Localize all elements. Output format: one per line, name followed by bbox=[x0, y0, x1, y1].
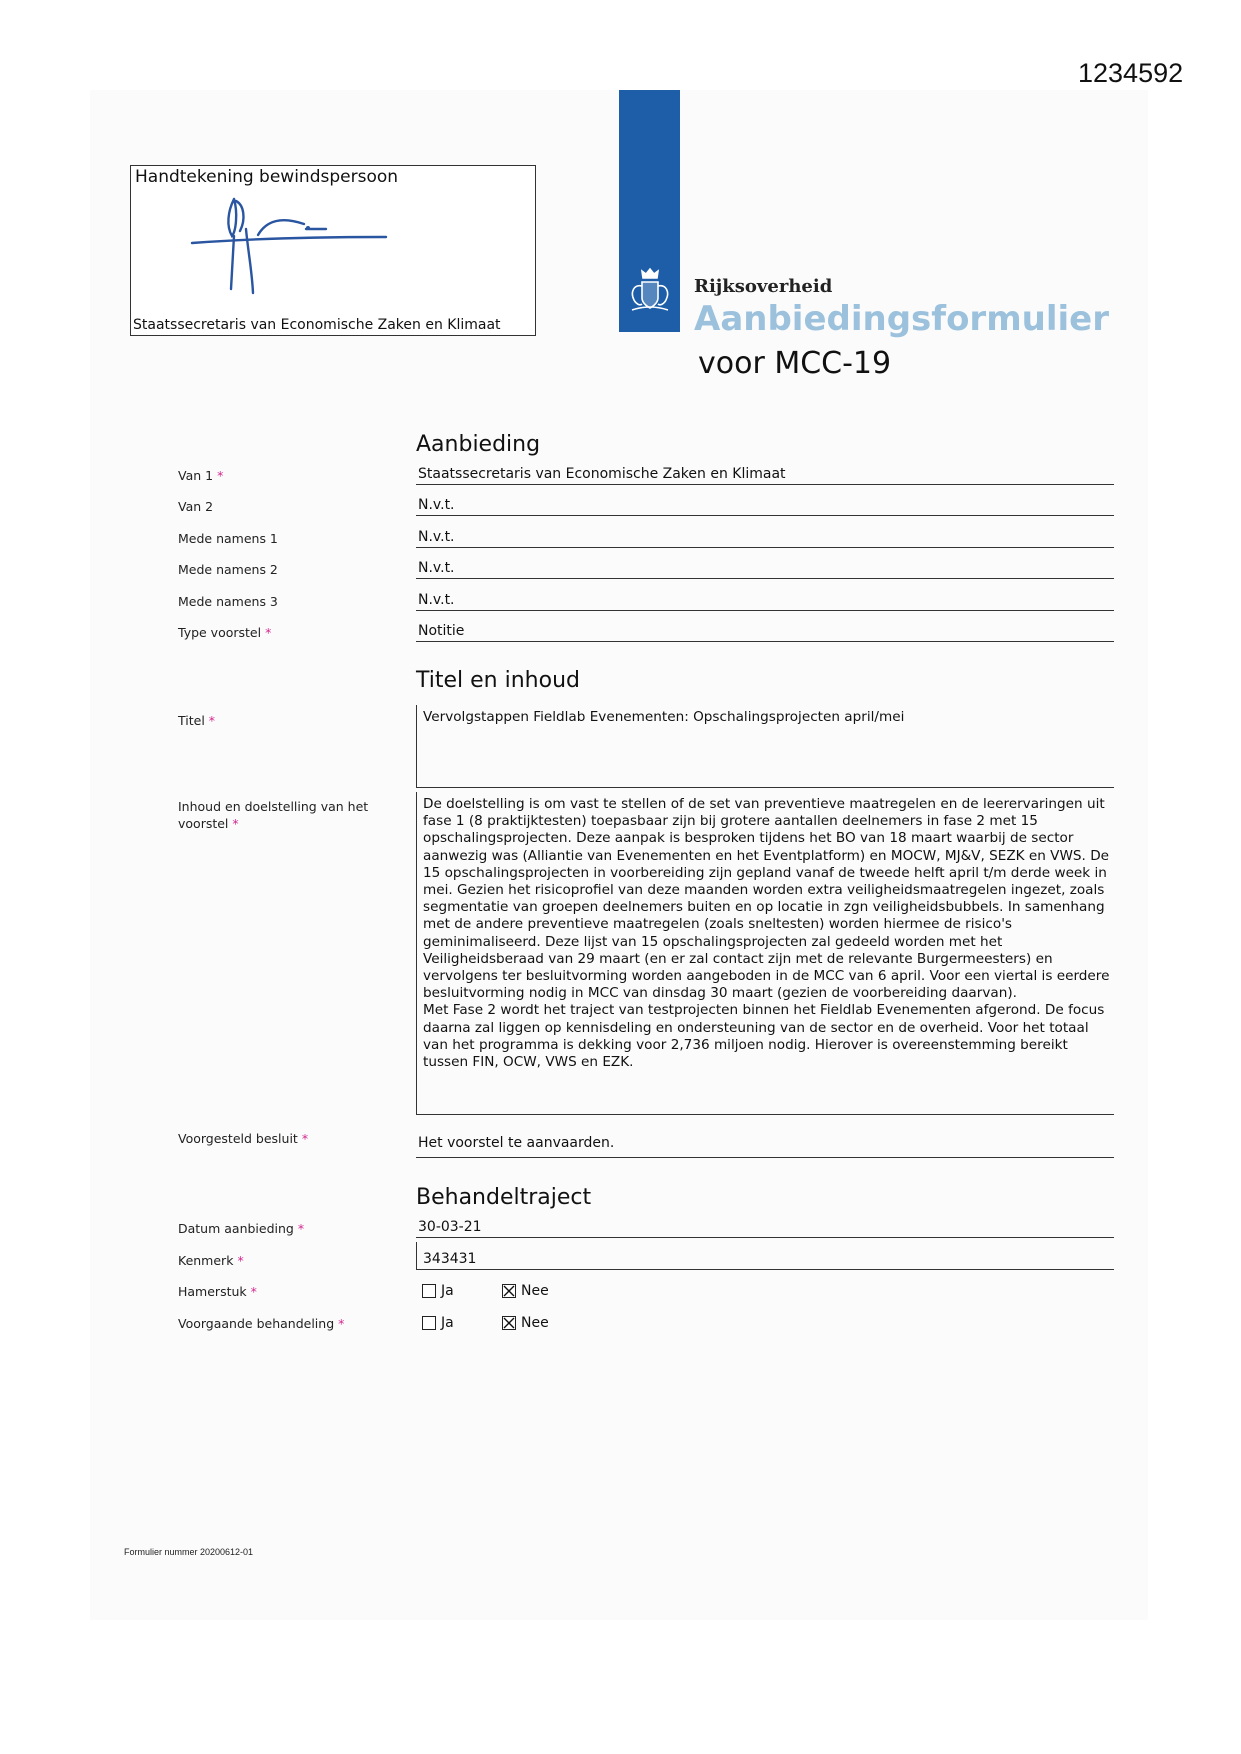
label-van-2: Van 2 bbox=[178, 499, 214, 514]
field-type-voorstel[interactable]: Notitie bbox=[416, 614, 1114, 642]
field-mede-namens-1[interactable]: N.v.t. bbox=[416, 520, 1114, 548]
crest-icon bbox=[624, 266, 676, 314]
label-voorgesteld-besluit: Voorgesteld besluit * bbox=[178, 1131, 309, 1146]
form-title: Aanbiedingsformulier bbox=[694, 299, 1109, 339]
field-inhoud[interactable]: De doelstelling is om vast te stellen of de set van preventieve maatregelen en de leerervaringen uit fase 1 (8 praktijktesten) toepasbaar zijn bij grotere aantallen deelnemers in fase 2 met 15 opschalingsprojecten. Deze aanpak is besproken tijdens het BO van 18 maart waarbij de sector aanwezig was (Alliantie van Evenementen en het Eventplatform) en MOCW, MJ&V, SEZK en VWS. De 15 opschalingsprojecten in voorbereiding zijn gepland vanaf de tweede helft april t/m derde week in mei. Gezien het risicoprofiel van deze maanden worden extra veiligheidsmaatregelen ingezet, zoals segmentatie van groepen deelnemers buiten en op locatie in zgn veiligheidsbubbels. In samenhang met de andere preventieve maatregelen (zoals sneltesten) worden hiermee de risico's geminimaliseerd. Deze lijst van 15 opschalingsprojecten zal gedeeld worden met het Veiligheidsberaad van 29 maart (en er zal contact zijn met de relevante Burgermeesters) en vervolgens ter besluitvorming worden aangeboden in de MCC van 6 april. Voor een viertal is eerdere besluitvorming nodig in MCC van dinsdag 30 maart (gezien de voorbereiding daarvan). Met Fase 2 wordt het traject van testprojecten binnen het Fieldlab Evenementen afgerond. De focus daarna zal liggen op kennisdeling en ondersteuning van de sector en de overheid. Voor het totaal van het programma is dekking voor 2,736 miljoen nodig. Hierover is overeenstemming bereikt tussen FIN, OCW, VWS en EZK. bbox=[416, 792, 1114, 1115]
label-datum-aanbieding: Datum aanbieding * bbox=[178, 1221, 305, 1236]
label-mede-namens-2: Mede namens 2 bbox=[178, 562, 278, 577]
required-marker: * bbox=[217, 468, 224, 483]
signature-box bbox=[130, 165, 536, 336]
field-kenmerk[interactable]: 343431 bbox=[416, 1242, 1114, 1270]
required-marker: * bbox=[338, 1316, 345, 1331]
required-marker: * bbox=[265, 625, 272, 640]
required-marker: * bbox=[237, 1253, 244, 1268]
field-mede-namens-3[interactable]: N.v.t. bbox=[416, 583, 1114, 611]
field-titel[interactable]: Vervolgstappen Fieldlab Evenementen: Opschalingsprojecten april/mei bbox=[416, 705, 1114, 788]
label-van-1: Van 1 * bbox=[178, 468, 224, 483]
form-subtitle: voor MCC-19 bbox=[698, 346, 892, 381]
checkbox-hamerstuk-nee[interactable]: Nee bbox=[502, 1283, 549, 1299]
checkbox-hamerstuk-ja[interactable]: Ja bbox=[422, 1283, 454, 1299]
government-logo-band bbox=[619, 90, 680, 332]
handwritten-signature bbox=[186, 191, 416, 301]
label-voorgaande-behandeling: Voorgaande behandeling * bbox=[178, 1316, 345, 1331]
label-mede-namens-3: Mede namens 3 bbox=[178, 594, 278, 609]
required-marker: * bbox=[250, 1284, 257, 1299]
signature-box-title: Handtekening bewindspersoon bbox=[135, 167, 399, 187]
field-van-2[interactable]: N.v.t. bbox=[416, 488, 1114, 516]
checkbox-voorgaand-ja[interactable]: Ja bbox=[422, 1315, 454, 1331]
checkbox-checked-icon bbox=[502, 1284, 516, 1298]
form-number: Formulier nummer 20200612-01 bbox=[124, 1547, 254, 1557]
required-marker: * bbox=[297, 1221, 305, 1236]
label-hamerstuk: Hamerstuk * bbox=[178, 1284, 257, 1299]
label-type-voorstel: Type voorstel * bbox=[178, 625, 272, 640]
required-marker: * bbox=[301, 1131, 309, 1146]
label-kenmerk: Kenmerk * bbox=[178, 1253, 244, 1268]
document-number: 1234592 bbox=[1078, 58, 1184, 88]
required-marker: * bbox=[208, 713, 216, 728]
label-titel: Titel * bbox=[178, 713, 216, 728]
checkbox-voorgaand-nee[interactable]: Nee bbox=[502, 1315, 549, 1331]
organisation-name: Rijksoverheid bbox=[694, 276, 833, 297]
checkbox-unchecked-icon bbox=[422, 1284, 436, 1298]
label-inhoud: Inhoud en doelstelling van het voorstel * bbox=[178, 799, 369, 831]
section-heading-behandeltraject: Behandeltraject bbox=[416, 1185, 592, 1210]
section-heading-titel-inhoud: Titel en inhoud bbox=[416, 668, 580, 693]
checkbox-checked-icon bbox=[502, 1316, 516, 1330]
label-mede-namens-1: Mede namens 1 bbox=[178, 531, 278, 546]
signature-box-role: Staatssecretaris van Economische Zaken en Klimaat bbox=[133, 317, 501, 333]
required-marker: * bbox=[232, 816, 239, 831]
field-voorgesteld-besluit[interactable]: Het voorstel te aanvaarden. bbox=[416, 1130, 1114, 1158]
checkbox-unchecked-icon bbox=[422, 1316, 436, 1330]
field-datum-aanbieding[interactable]: 30-03-21 bbox=[416, 1210, 1114, 1238]
field-van-1[interactable]: Staatssecretaris van Economische Zaken en Klimaat bbox=[416, 457, 1114, 485]
field-mede-namens-2[interactable]: N.v.t. bbox=[416, 551, 1114, 579]
section-heading-aanbieding: Aanbieding bbox=[416, 432, 541, 457]
